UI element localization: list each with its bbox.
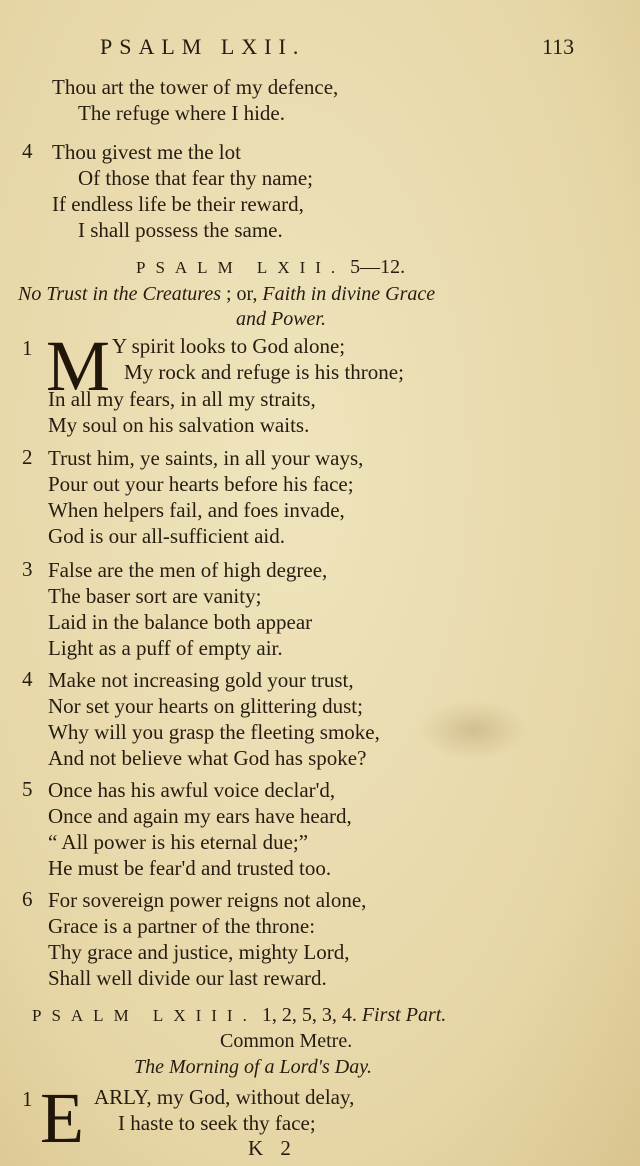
signature-mark: K 2 xyxy=(248,1136,297,1160)
page-number: 113 xyxy=(542,34,575,59)
psalm-heading-verses: 1, 2, 5, 3, 4. xyxy=(261,1004,357,1026)
verse-line: My soul on his salvation waits. xyxy=(48,413,310,437)
verse-line: God is our all-sufficient aid. xyxy=(48,524,285,548)
psalm-title: The Morning of a Lord's Day. xyxy=(134,1056,372,1078)
verse-line: If endless life be their reward, xyxy=(52,192,304,216)
verse-line: Of those that fear thy name; xyxy=(78,166,313,190)
verse-line: Shall well divide our last reward. xyxy=(48,966,327,990)
verse-line: Why will you grasp the fleeting smoke, xyxy=(48,720,380,744)
paper-stain xyxy=(418,700,528,760)
stanza-number: 4 xyxy=(22,667,33,691)
verse-line: Thou givest me the lot xyxy=(52,140,241,164)
subtitle-part-b: Faith in divine Grace xyxy=(262,283,436,305)
stanza-number: 2 xyxy=(22,445,33,469)
psalm-subtitle xyxy=(18,283,435,306)
verse-line: Laid in the balance both appear xyxy=(48,610,313,634)
verse-line: Grace is a partner of the throne: xyxy=(48,914,316,938)
verse-line: I haste to seek thy face; xyxy=(118,1111,316,1135)
psalm-subtitle-cont: and Power. xyxy=(236,308,326,330)
stanza-number: 6 xyxy=(22,887,33,911)
stanza-number: 5 xyxy=(22,777,33,801)
psalm-heading-verses: 5—12. xyxy=(350,256,406,278)
verse-line: “ All power is his eternal due;” xyxy=(48,830,309,854)
running-title: PSALM LXII. xyxy=(100,34,306,59)
stanza-number: 1 xyxy=(22,1087,33,1111)
verse-line: For sovereign power reigns not alone, xyxy=(48,888,367,912)
verse-line: My rock and refuge is his throne; xyxy=(124,360,404,384)
subtitle-separator: ; or, xyxy=(226,283,258,305)
verse-line: He must be fear'd and trusted too. xyxy=(48,856,332,880)
verse-line: Thou art the tower of my defence, xyxy=(52,75,339,99)
stanza-number: 1 xyxy=(22,336,33,360)
verse-line: The refuge where I hide. xyxy=(78,101,285,125)
verse-line: I shall possess the same. xyxy=(78,218,283,242)
psalm-heading xyxy=(32,1004,446,1027)
drop-capital: M xyxy=(46,326,111,406)
stanza-number: 4 xyxy=(22,139,33,163)
verse-line: Once has his awful voice declar'd, xyxy=(48,778,336,802)
verse-line: ARLY, my God, without delay, xyxy=(94,1085,355,1109)
verse-line: False are the men of high degree, xyxy=(48,558,328,582)
psalm-heading xyxy=(136,256,405,279)
subtitle-part-a: No Trust in the Creatures xyxy=(18,283,221,305)
verse-line: Pour out your hearts before his face; xyxy=(48,472,354,496)
verse-line: When helpers fail, and foes invade, xyxy=(48,498,345,522)
drop-capital: E xyxy=(40,1078,84,1158)
psalm-heading-title: PSALM LXII. xyxy=(136,258,346,277)
psalm-part: First Part. xyxy=(361,1004,447,1026)
verse-line: Trust him, ye saints, in all your ways, xyxy=(48,446,364,470)
psalm-heading-title: PSALM LXIII. xyxy=(32,1006,257,1025)
verse-line: And not believe what God has spoke? xyxy=(48,746,367,770)
verse-line: Make not increasing gold your trust, xyxy=(48,668,354,692)
verse-line: In all my fears, in all my straits, xyxy=(48,387,316,411)
stanza-number: 3 xyxy=(22,557,33,581)
verse-line: Nor set your hearts on glittering dust; xyxy=(48,694,363,718)
psalm-metre: Common Metre. xyxy=(220,1030,353,1052)
verse-line: Once and again my ears have heard, xyxy=(48,804,352,828)
verse-line: Y spirit looks to God alone; xyxy=(112,334,346,358)
verse-line: Light as a puff of empty air. xyxy=(48,636,283,660)
verse-line: The baser sort are vanity; xyxy=(48,584,262,608)
verse-line: Thy grace and justice, mighty Lord, xyxy=(48,940,350,964)
